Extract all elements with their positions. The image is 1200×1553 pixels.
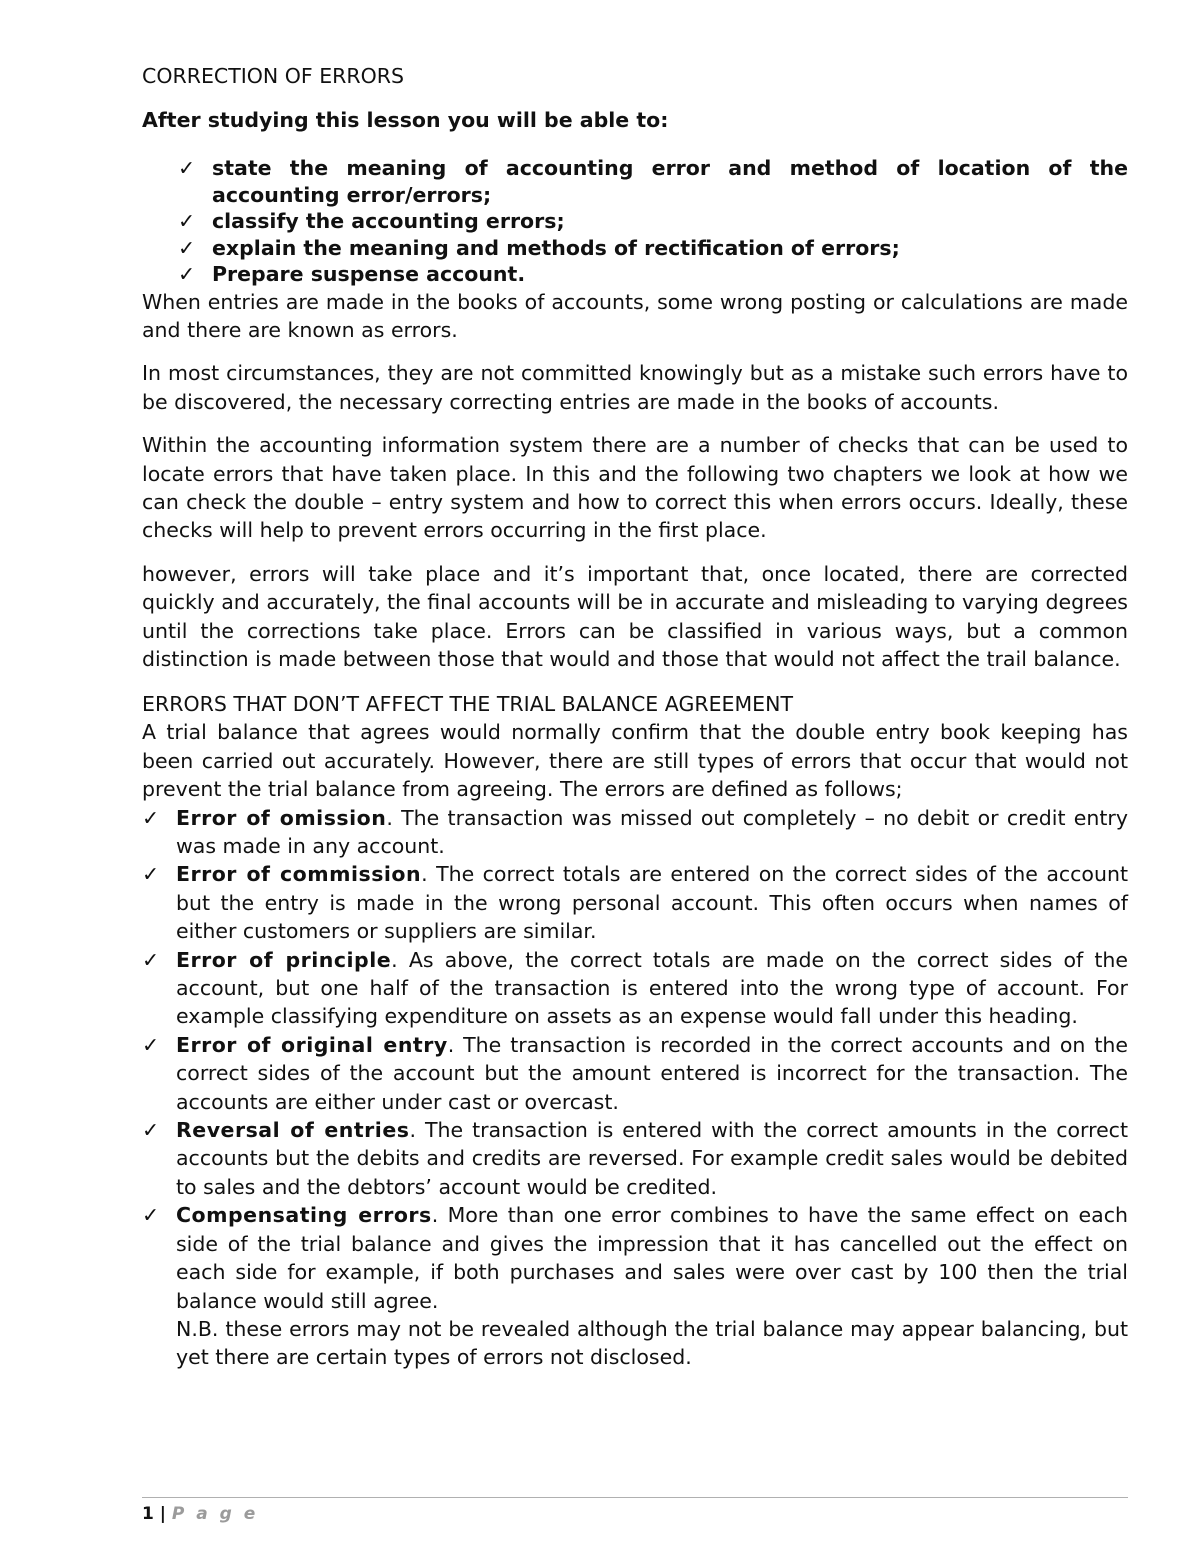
error-type-item [142,804,1128,861]
error-type-item [142,860,1128,945]
note: N.B. these errors may not be revealed although the trial balance may appear balancing, but yet there are certain types of errors not disclosed. [176,1316,1128,1370]
body-paragraph: In most circumstances, they are not committed knowingly but as a mistake such errors have to be discovered, the necessary correcting entries are made in the books of accounts. [142,361,1128,414]
checkmark-icon: ✓ [142,1118,160,1143]
body-paragraph: When entries are made in the books of accounts, some wrong posting or calculations are made and there are known as errors. [142,289,1128,342]
page-number: 1 [142,1504,154,1524]
error-type-item [142,946,1128,1031]
error-term: Compensating errors [176,1203,432,1228]
checkmark-icon: ✓ [142,805,160,830]
section-heading: ERRORS THAT DON’T AFFECT THE TRIAL BALANCE AGREEMENT [142,692,793,717]
error-type-item [142,1116,1128,1201]
body-paragraph: Within the accounting information system there are a number of checks that can be used to locate errors that have taken place. In this and the following two chapters we look at how we can check the double – entry system and how to correct this when errors occurs. Ideally, these checks will help to prevent errors occurring in the first place. [142,433,1128,543]
error-description: . The correct totals are entered on the correct sides of the account but the entry is made in the wrong personal account. This often occurs when names of either customers or suppliers are similar. [176,862,1128,944]
page-footer [142,1504,258,1524]
objectives-list [142,155,1128,288]
error-term: Reversal of entries [176,1118,410,1143]
objective-item: ✓ classify the accounting errors; [178,209,565,233]
checkmark-icon: ✓ [178,209,196,233]
lesson-intro: After studying this lesson you will be able to: [142,108,669,132]
error-description: . The transaction was missed out completely – no debit or credit entry was made in any account. [176,805,1128,858]
footer-separator: | [153,1504,172,1524]
body-paragraph: however, errors will take place and it’s important that, once located, there are corrected quickly and accurately, the final accounts will be in accurate and misleading to varying degrees until the corrections take place. Errors can be classified in various ways, but a common distinction is made between those that would and those that would not affect the trail balance. [142,561,1128,671]
error-description: . More than one error combines to have the same effect on each side of the trial balance and gives the impression that it has cancelled out the effect on each side for example, if both purchases and sales were over cast by 100 then the trial balance would still agree. [176,1203,1128,1313]
document-page [142,62,1128,1372]
error-term: Error of omission [176,805,387,830]
error-description: . The transaction is entered with the correct amounts in the correct accounts but the debits and credits are reversed. For example credit sales would be debited to sales and the debtors’ account would be credited. [176,1118,1128,1199]
section-intro: A trial balance that agrees would normally confirm that the double entry book keeping has been carried out accurately. However, there are still types of errors that occur that would not prevent the trial balance from agreeing. The errors are defined as follows; [142,720,1128,802]
error-types-list [142,804,1128,1372]
error-term: Error of principle [176,947,392,972]
objective-item: ✓ explain the meaning and methods of rectification of errors; [178,235,900,260]
checkmark-icon: ✓ [142,1203,160,1228]
checkmark-icon: ✓ [142,1032,160,1057]
error-term: Error of original entry [176,1032,448,1057]
page-label: P a g e [171,1504,259,1524]
objective-item: ✓ state the meaning of accounting error and method of location of the accounting error/errors; [178,156,1128,207]
checkmark-icon: ✓ [178,156,196,180]
error-type-item [142,1031,1128,1116]
checkmark-icon: ✓ [142,862,160,887]
objective-item: ✓ Prepare suspense account. [178,262,526,286]
checkmark-icon: ✓ [178,235,196,260]
error-description: . As above, the correct totals are made on the correct sides of the account, but one half of the transaction is entered into the wrong type of account. For example classifying expenditure on assets as an expense would fall under this heading. [176,947,1129,1029]
document-title: CORRECTION OF ERRORS [142,64,405,88]
error-type-item [142,1201,1128,1371]
checkmark-icon: ✓ [178,262,196,286]
footer-divider [142,1497,1128,1498]
error-description: . The transaction is recorded in the correct accounts and on the correct sides of the account but the amount entered is incorrect for the transaction. The accounts are either under cast or overcast. [176,1032,1128,1114]
checkmark-icon: ✓ [142,947,160,972]
error-term: Error of commission [176,862,422,887]
